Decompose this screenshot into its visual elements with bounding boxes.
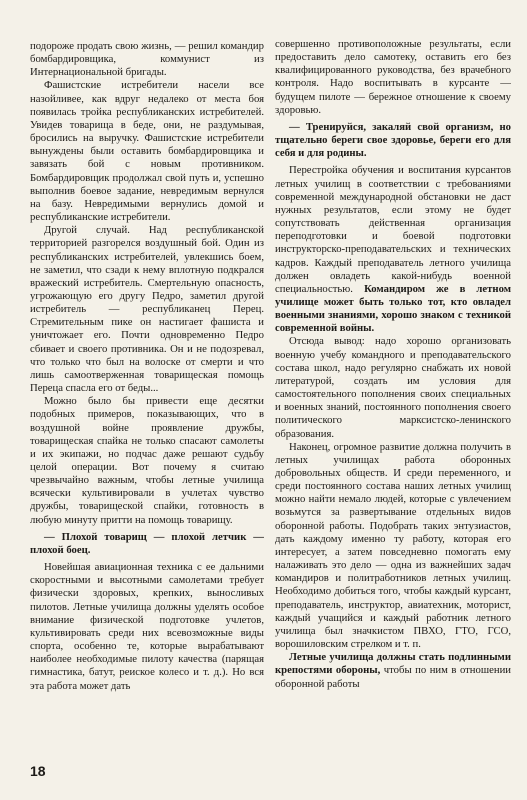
right-column [275, 38, 511, 691]
paragraph: Фашистские истребители насели все назойливее, как вдруг недалеко от места боя появилась тройка республиканских истребителей. Увидев товарища в беде, они, не раздумывая, бросились на выручку. Фашистские истребители вынуждены были оставить бомбардировщика и завязать бой с новым противником. Бомбардировщик продолжал свой путь и, успешно выполнив боевое задание, невредимым вернулся на базу. Невредимыми вернулись домой и республиканские истребители. [30, 79, 264, 224]
paragraph: Новейшая авиационная техника с ее дальними скоростными и высотными самолетами требует физически здоровых, крепких, выносливых пилотов. Летные училища должны уделять особое внимание физической подготовке учлетов, культивировать среди них всевозможные виды спорта, особенно те, которые вырабатывают наиболее необходимые пилоту качества (парящая гимнастика, батут, реиское колесо и т. д.). Но вся эта работа может дать [30, 561, 264, 692]
paragraph: Другой случай. Над республиканской территорией разгорелся воздушный бой. Один из республиканских истребителей, увлекшись боем, не заметил, что сзади к нему вплотную подкрался вражеский истребитель. Смертельную опасность, угрожающую его другу Педро, заметил другой истребитель — республиканец Перец. Стремительным пике он настигает фашиста и уничтожает его. Почти одновременно Педро сбивает и своего противника. Он и не подозревал, что только что был на волоске от смерти и что лишь самоотверженная товарищеская помощь Переца спасла его от беды... [30, 224, 264, 395]
paragraph: совершенно противоположные результаты, если предоставить дело самотеку, оставить его без квалифицированного руководства, без врачебного контроля. Надо воспитывать в курсанте — будущем пилоте — бережное отношение к своему здоровью. [275, 38, 511, 116]
paragraph-text: чтобы по ним в отношении оборонной работы [275, 664, 512, 690]
bold-slogan: — Тренируйся, закаляй свой организм, но тщательно береги свое здоровье, береги его для себя и для родины. [275, 120, 511, 160]
bold-sentence: Командиром же в летном училище может быть только тот, кто овладел военными знаниями, хорошо знаком с техникой современной войны. [275, 282, 512, 335]
paragraph: Можно было бы привести еще десятки подобных примеров, показывающих, что в воздушной войне проявление дружбы, товарищеская спайка не только спасают самолеты и их экипажи, но подчас даже решают судьбу целой операции. Вот почему я считаю чрезвычайно важным, чтобы летные училища всячески культивировали в учлетах чувство дружбы, товарищеской спайки, готовность в любую минуту притти на помощь товарищу. [30, 395, 264, 526]
paragraph [275, 164, 511, 335]
paragraph-text: Перестройка обучения и воспитания курсантов летных училищ в соответствии с требованиями современной международной обстановки не даст нужных результатов, если этому не будет сопутствовать действенная организация переподготовки и боевой подготовки инструкторско-преподавательских и технических кадров. Каждый преподаватель летного училища должен овладеть какой-нибудь военной специальностью. [275, 164, 511, 295]
paragraph: Наконец, огромное развитие должна получить в летных училищах работа оборонных добровольных обществ. И среди переменного, и среди постоянного состава наших летных училищ можно найти немало людей, которые с увлечением возьмутся за развертывание отдельных видов оборонной работы. Подобрать таких энтузиастов, дать каждому именно ту работу, которая его интересует, а затем повседневно помогать ему налаживать это дело — одна из важнейших задач командиров и политработников летных училищ. Необходимо добиться того, чтобы каждый курсант, преподаватель, инструктор, авиатехник, моторист, каждый учащийся и каждый работник летного училища был значкистом ПВХО, ГТО, ГСО, ворошиловским стрелком и т. п. [275, 440, 511, 651]
paragraph: Отсюда вывод: надо хорошо организовать военную учебу командного и преподавательского состава школ, надо регулярно снабжать их новой литературой, создать им условия для самостоятельного пополнения своих специальных и военных знаний, постоянного пополнения своего политического марксистско-ленинского образования. [275, 335, 511, 440]
left-column [30, 40, 264, 693]
bold-slogan: — Плохой товарищ — плохой летчик — плохой боец. [30, 530, 264, 556]
page-number: 18 [30, 763, 46, 779]
paragraph: подороже продать свою жизнь, — решил командир бомбардировщика, коммунист из Интернациональной бригады. [30, 40, 264, 79]
paragraph [275, 651, 511, 690]
bold-sentence: Летные училища должны стать подлинными крепостями обороны, [275, 651, 511, 677]
